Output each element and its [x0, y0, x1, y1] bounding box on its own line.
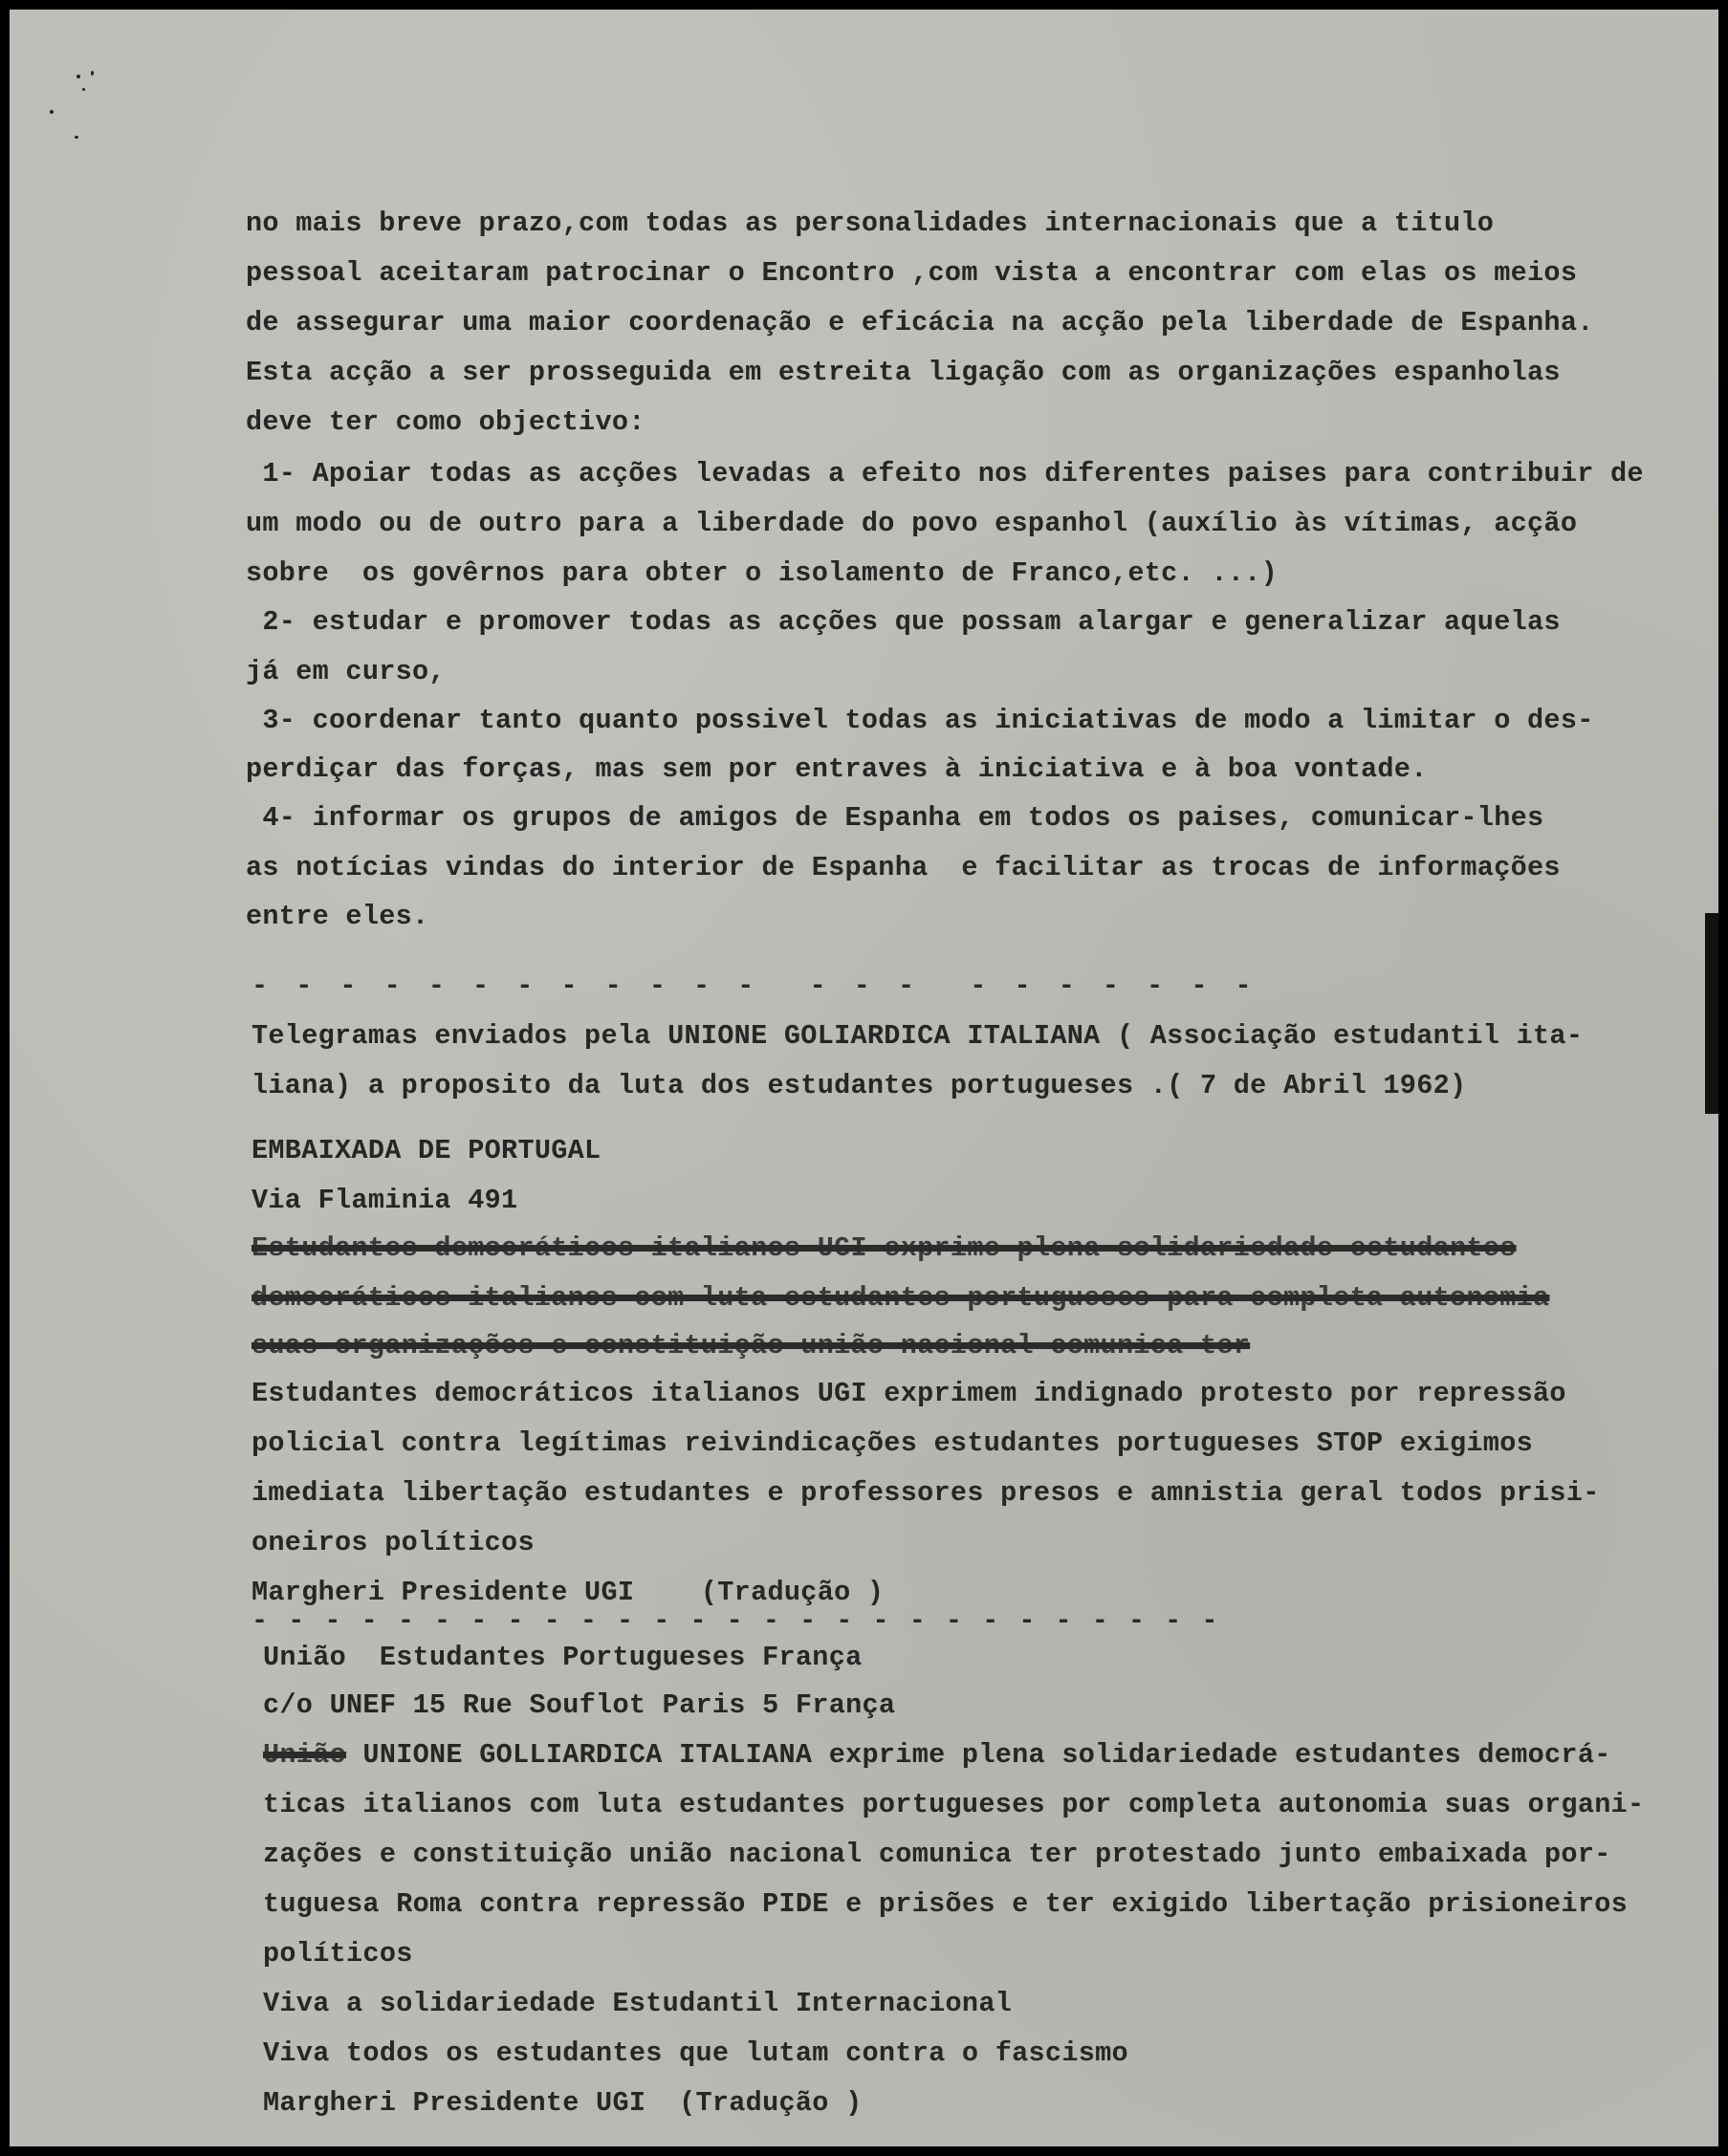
telegram-body-line: imediata libertação estudantes e professores presos e amnistia geral todos prisi- [252, 1477, 1600, 1509]
text-line: no mais breve prazo,com todas as personalidades internacionais que a titulo [246, 207, 1495, 239]
telegram-signature: Margheri Presidente UGI (Tradução ) [252, 1577, 885, 1608]
dashed-separator: - - - - - - - - - - - - - - - - - - - - - - - - - - - [252, 1605, 1218, 1637]
text-line: sobre os govêrnos para obter o isolamento de Franco,etc. ...) [246, 557, 1278, 589]
struck-line: Estudantes democráticos italianos UGI exprime plena solidariedade estudantes [252, 1232, 1517, 1264]
closing-line: Viva todos os estudantes que lutam contra o fascismo [263, 2037, 1128, 2069]
telegram-intro-line: liana) a proposito da luta dos estudantes portugueses .( 7 de Abril 1962) [252, 1070, 1467, 1101]
telegram-body-line: zações e constituição união nacional comunica ter protestado junto embaixada por- [263, 1839, 1611, 1870]
telegram-body-line: policial contra legítimas reivindicações estudantes portugueses STOP exigimos [252, 1427, 1534, 1459]
text-line: já em curso, [246, 656, 446, 687]
text-line: um modo ou de outro para a liberdade do povo espanhol (auxílio às vítimas, acção [246, 508, 1578, 539]
telegram-body-line: políticos [263, 1938, 413, 1970]
telegram-body-line: tuguesa Roma contra repressão PIDE e prisões e ter exigido libertação prisioneiros [263, 1888, 1629, 1920]
text-line: de assegurar uma maior coordenação e eficácia na acção pela liberdade de Espanha. [246, 307, 1594, 338]
list-item-2: 2- estudar e promover todas as acções que possam alargar e generalizar aquelas [246, 606, 1561, 638]
telegram-body-line: ticas italianos com luta estudantes portugueses por completa autonomia suas organi- [263, 1789, 1645, 1820]
dashed-separator: - - - - - - - - - - - - - - - - - - - - - - [252, 970, 1252, 1002]
struck-line: suas organizações e constituição união nacional comunica ter [252, 1330, 1251, 1361]
telegram-intro-line: Telegramas enviados pela UNIONE GOLIARDICA ITALIANA ( Associação estudantil ita- [252, 1020, 1584, 1052]
text-line: Esta acção a ser prosseguida em estreita ligação com as organizações espanholas [246, 357, 1561, 388]
telegram-body-line: Estudantes democráticos italianos UGI exprimem indignado protesto por repressão [252, 1378, 1566, 1409]
struck-word: União [263, 1739, 347, 1771]
list-item-3: 3- coordenar tanto quanto possivel todas as iniciativas de modo a limitar o des- [246, 705, 1594, 736]
telegram-body-line: oneiros políticos [252, 1527, 535, 1558]
document-page [10, 10, 1718, 2146]
page-edge-shadow [1705, 913, 1718, 1114]
text-line: deve ter como objectivo: [246, 406, 645, 438]
text-line: entre eles. [246, 901, 429, 932]
telegram-address-line: União Estudantes Portugueses França [263, 1642, 863, 1673]
telegram-address-line: EMBAIXADA DE PORTUGAL [252, 1135, 602, 1166]
ink-specks [48, 67, 96, 153]
closing-line: Viva a solidariedade Estudantil Internacional [263, 1988, 1013, 2019]
telegram-body-line [263, 1739, 1611, 1771]
telegram-signature: Margheri Presidente UGI (Tradução ) [263, 2087, 863, 2119]
text-line: perdiçar das forças, mas sem por entraves à iniciativa e à boa vontade. [246, 753, 1428, 785]
text-line: as notícias vindas do interior de Espanha e facilitar as trocas de informações [246, 852, 1561, 883]
list-item-4: 4- informar os grupos de amigos de Espanha em todos os paises, comunicar-lhes [246, 802, 1544, 834]
list-item-1: 1- Apoiar todas as acções levadas a efeito nos diferentes paises para contribuir de [246, 458, 1644, 490]
struck-line: democráticos italianos com luta estudantes portugueses para completa autonomia [252, 1282, 1550, 1314]
telegram-address-line: c/o UNEF 15 Rue Souflot Paris 5 França [263, 1689, 896, 1721]
text-line: pessoal aceitaram patrocinar o Encontro ,com vista a encontrar com elas os meios [246, 257, 1578, 289]
telegram-body-text: UNIONE GOLLIARDICA ITALIANA exprime plena solidariedade estudantes democrá- [346, 1739, 1611, 1771]
telegram-address-line: Via Flaminia 491 [252, 1185, 518, 1216]
